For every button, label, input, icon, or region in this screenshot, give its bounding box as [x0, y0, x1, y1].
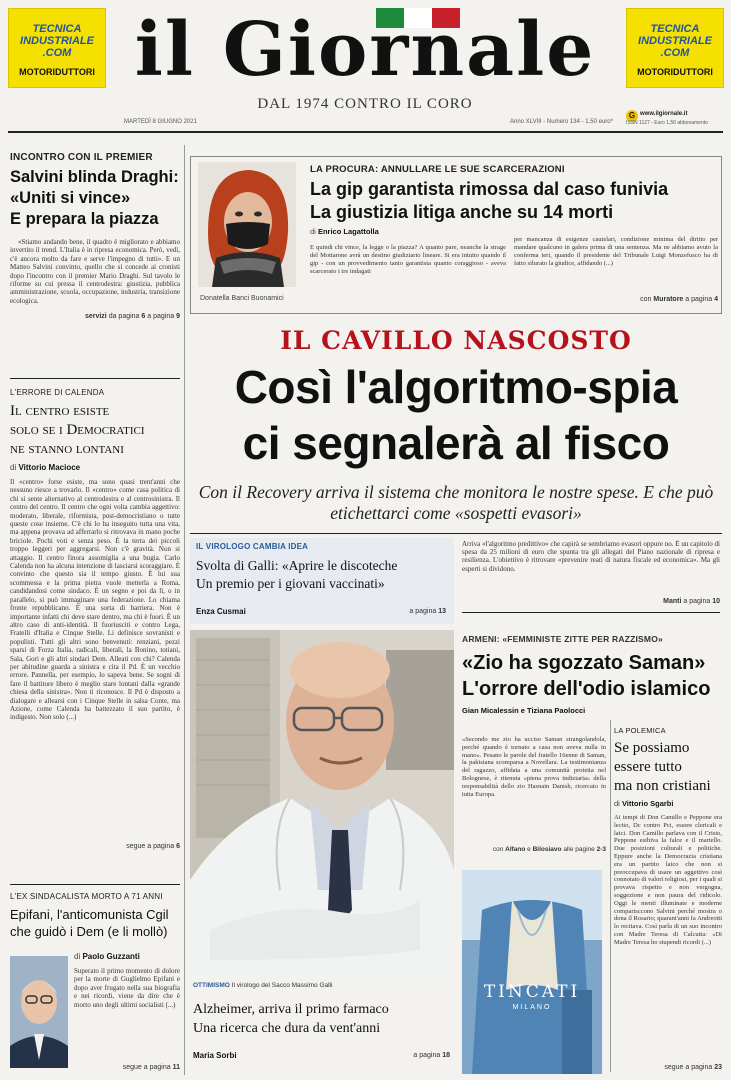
ref-part: segue a pagina: [126, 843, 175, 850]
author-prefix: di: [10, 463, 17, 472]
headline: Salvini blinda Draghi:: [10, 168, 179, 186]
kicker: L'EX SINDACALISTA MORTO A 71 ANNI: [10, 892, 163, 901]
issue-number: Anno XLVIII - Numero 134 - 1,50 euro*: [510, 119, 613, 125]
ref-part: da pagina: [108, 313, 140, 321]
ref-part: 13: [438, 608, 446, 615]
ad-line: MOTORIDUTTORI: [637, 67, 713, 77]
page-reference: [10, 1064, 180, 1071]
page-reference: [462, 846, 606, 853]
page-reference: [462, 598, 720, 605]
ref-part: 2-3: [596, 846, 606, 853]
column-divider: [184, 145, 185, 1075]
article-body: Ai tempi di Don Camillo e Peppone era lecito, Dc contro Pci, essere clericali e laici. Don Camillo parlava con il Cristo, Peppone esibiva la falce e il martello. Due posizioni culturali e politiche. Eppure anche la Democrazia cristiana era un partito laico che non si preoccupava di usare un aggettivo così connotato di valori religiosi, per i quali si provava rispetto e non vergogna, soggezione e non paura del ridicolo. Oggi le menti illuminate e moderne comparisccono Salvini perché mostra o dona il Rosario; quarant'anni fa Andreotti lo recitava. Così parla di un suo incontro con Madre Teresa di Calcutta: «Di Madre Teresa ho stupendi ricordi (...): [614, 814, 722, 946]
column-divider: [610, 720, 611, 1072]
ref-part: 23: [714, 1064, 722, 1071]
main-kicker: IL CAVILLO NASCOSTO: [280, 326, 632, 355]
ad-line: TECNICA: [650, 23, 700, 35]
section-divider: [10, 378, 180, 379]
ad-line: .COM: [42, 47, 72, 59]
caption-kicker: OTTIMISMO: [193, 982, 230, 989]
headline: Epifani, l'anticomunista Cgil: [10, 907, 169, 922]
ref-part: 18: [442, 1052, 450, 1059]
main-headline[interactable]: ci segnalerà al fisco: [242, 417, 670, 469]
ref-part: 6: [176, 843, 180, 850]
ref-part: servizi: [84, 313, 107, 321]
galli-photo: [190, 630, 454, 978]
ref-part: a pagina: [409, 608, 437, 615]
article-epifani-body: [74, 952, 180, 1049]
headline: Se possiamo: [614, 740, 690, 756]
author[interactable]: Maria Sorbi: [193, 1051, 237, 1060]
ref-part: Bilosiavo: [532, 846, 562, 853]
photo-caption: Donatella Banci Buonamici: [200, 295, 284, 302]
headline: Alzheimer, arriva il primo farmaco: [193, 1002, 389, 1017]
ref-part: segue a pagina: [122, 1064, 171, 1071]
masthead-divider: [8, 131, 723, 133]
ad-line: MOTORIDUTTORI: [19, 67, 95, 77]
page-reference: [10, 313, 180, 320]
ref-part: segue a pagina: [664, 1064, 713, 1071]
photo-caption: [193, 982, 332, 989]
ad-line: TECNICA: [32, 23, 82, 35]
article-errore-calenda[interactable]: [10, 388, 180, 850]
article-salvini[interactable]: [10, 152, 180, 320]
headline: Una ricerca che dura da vent'anni: [193, 1021, 381, 1036]
advert-right[interactable]: [626, 8, 724, 88]
headline: essere tutto: [614, 759, 682, 775]
article-epifani[interactable]: [10, 892, 180, 940]
author[interactable]: Enrico Lagattolla: [317, 227, 379, 236]
article-procura[interactable]: [310, 164, 718, 236]
issue-date: MARTEDÌ 8 GIUGNO 2021: [124, 119, 197, 125]
epifani-photo: [10, 956, 68, 1068]
author[interactable]: Vittorio Macioce: [18, 463, 81, 472]
kicker: ARMENI: «FEMMINISTE ZITTE PER RAZZISMO»: [462, 634, 663, 644]
ref-part: a pagina: [685, 296, 713, 303]
giornale-logo-icon: G: [626, 110, 638, 122]
brand-name: TINCATI: [483, 982, 581, 1002]
ref-part: a pagina: [683, 598, 711, 605]
main-headline[interactable]: Così l'algoritmo-spia: [234, 361, 678, 413]
page-reference: [360, 1052, 450, 1059]
article-body: E quindi chi vince, la legge o la piazza? A quanto pare, neanche la strage del Mottarone avrà un destino giudiziario lineare. Si era intuito quando il gip - con un provvedimento tanto garantista quanto coraggioso - aveva scarcerato i tre indagati: [310, 244, 506, 275]
ref-part: Manti: [663, 598, 682, 605]
article-virologo[interactable]: [190, 538, 454, 624]
kicker: INCONTRO CON IL PREMIER: [10, 152, 153, 163]
caption-text: Il virologo del Sacco Massimo Galli: [231, 982, 333, 989]
author[interactable]: Enza Cusmai: [196, 607, 246, 616]
ref-part: 4: [714, 296, 718, 303]
brand-city: MILANO: [512, 1004, 552, 1011]
ref-part: e: [527, 846, 531, 853]
ref-part: 10: [712, 598, 720, 605]
author-prefix: di: [74, 952, 81, 961]
kicker: LA PROCURA: ANNULLARE LE SUE SCARCERAZIONI: [310, 164, 565, 175]
headline: Il centro esiste: [10, 403, 110, 419]
advert-left[interactable]: [8, 8, 106, 88]
ad-line: INDUSTRIALE: [638, 35, 712, 47]
masthead-title: il Giornale: [134, 7, 596, 93]
author[interactable]: Vittorio Sgarbi: [621, 799, 674, 808]
headline: E prepara la piazza: [10, 210, 159, 228]
author-prefix: di: [310, 227, 316, 236]
ref-part: Alfano: [505, 846, 526, 853]
site-subline: ISSN 1127 - Euro 1,50 abbonamento: [626, 120, 708, 126]
kicker: L'ERRORE DI CALENDA: [10, 388, 105, 397]
headline: L'orrore dell'odio islamico: [462, 678, 711, 700]
kicker: IL VIROLOGO CAMBIA IDEA: [196, 542, 309, 551]
headline: La gip garantista rimossa dal caso funivia: [310, 179, 669, 199]
article-saman[interactable]: [462, 634, 722, 715]
headline: Svolta di Galli: «Aprire le discoteche: [196, 558, 398, 573]
author-prefix: di: [614, 799, 620, 808]
headline: «Zio ha sgozzato Saman»: [462, 652, 706, 674]
author[interactable]: Paolo Guzzanti: [82, 952, 140, 961]
article-polemica[interactable]: [614, 726, 722, 1064]
ref-part: Muratore: [653, 296, 684, 303]
masthead-tagline: DAL 1974 CONTRO IL CORO: [257, 96, 473, 112]
section-divider: [462, 612, 720, 613]
site-url[interactable]: www.ilgiornale.it: [640, 111, 688, 117]
article-body: «Secondo me zio ha ucciso Saman strangolandola, perché quando è tornato a casa non aveva nulla in mano». Pesano le parole del fratello 16enne di Saman, la pakistana scomparsa a Novellara. La testimonianza del ragazzo, affidata a una comunità protetta nel Bolognese, è ritenuta «piena prova indiziaria» della responsabilità dello zio Hasnain Danish, ricercato in tutta Europa.: [462, 736, 606, 798]
headline: solo se i Democratici: [10, 422, 145, 438]
ad-line: .COM: [660, 47, 690, 59]
ref-part: 11: [172, 1064, 180, 1071]
article-alzheimer-author: [193, 1051, 237, 1060]
ref-part: 6: [141, 313, 146, 321]
ad-line: INDUSTRIALE: [20, 35, 94, 47]
ref-part: a pagina: [413, 1052, 441, 1059]
headline: che guidò i Dem (e li mollò): [10, 924, 168, 939]
article-alzheimer[interactable]: [193, 1000, 451, 1038]
ref-part: 9: [176, 313, 180, 321]
article-body: Superato il primo momento di dolore per la morte di Guglielmo Epifani e dopo aver frugato nella sua biografia e nei ricordi, viene da dire che è morto uno degli ultimi socialisti (...): [74, 967, 180, 1009]
article-body: per mancanza di esigenze cautelari, condizione minima del diritto per mandare qualcuno in galera prima di una sentenza. Ma ne abbiamo avuto la conferma ieri, quando il presidente del Tribunale Luigi Monzefusco ha di fatto silurato la giudice, affidando (...): [514, 236, 718, 267]
page-reference: [514, 296, 718, 303]
headline: ne stanno lontani: [10, 441, 124, 457]
ref-part: a pagina: [147, 313, 175, 321]
headline: Un premio per i giovani vaccinati»: [196, 576, 385, 591]
ref-part: con: [640, 296, 652, 303]
headline: La giustizia litiga anche su 14 morti: [310, 202, 614, 222]
headline: «Uniti si vince»: [10, 189, 131, 207]
author[interactable]: Gian Micalessin e Tiziana Paolocci: [462, 706, 586, 715]
page-reference: [10, 843, 180, 850]
ref-part: con: [492, 846, 504, 853]
article-body: Il «centro» forse esiste, ma sono quasi trent'anni che nessuno riesce a trovarlo. Il «centro» come casa politica di chi si sente alternativo al centrodestra e al centrosinistra. Il centro del centro. Il centro che ogni volta cambia aggettivo: moderato, liberale, riformista, post-democristiano o tutte queste cose insieme. C'è chi lo ha inseguito tutta una vita, ma appena provava ad afferrarlo si ritrovava in mano poche briciole. Pochi voti e senza peso. È la terra dei piccoli troppo leggeri per aggregarsi. Non c'è gravità. Non si attaggio. Il centro finora assomiglia a una bugia. Carlo Calenda non ha alcuna intenzione di lasciarsi scoraggiare. È convinto che questo sia il tempo giusto. È lui sua scommessa e la prima pietra vuole metterla a Roma, candidandosi come sindaco. È un segno e poi da lì, o in parallelo, si può immaginare una federazione. Lo chiama fronte repubblicano. È una sorta di barriera. Non è importante infatti chi deve stare dentro, ma chi è fuori. È un altro caso di anti-identità. Il fuoriusciti e contro Lega, Fratelli d'Italia e Cinque Stelle. Li definisce sovranisti e populisti. Tutti gli altri sono benvenuti: renziani, pezzi sparsi di Forza Italia, radicali, liberali, la Bonino, totiani, Sala, Gori e gli altri sindaci Dem. Alleati con chi? Calenda per abitudine guarda a sinistra e cita il Pd. È un vecchio errore. Pannella, per esempio, lo sapeva bene. Se sogni di fare il battitore libero è meglio stare lontani dalla «grande chiesa della sinistra». Non ti riconosce. Il Pd è disposto a dialogare e allearsi con i Cinque Stelle in salsa Conte, ma Azione, come Calenda ha battezzato il suo partito, è indigesto. Non solo (...): [10, 478, 180, 722]
section-divider: [10, 884, 180, 885]
headline: ma non cristiani: [614, 778, 711, 794]
tincati-advert[interactable]: [462, 870, 602, 1074]
gip-photo: [198, 162, 296, 287]
kicker: LA POLEMICA: [614, 726, 666, 735]
section-divider: [190, 533, 722, 534]
article-body: «Stiamo andando bene, il quadro è migliorato e abbiamo invertito il trend. L'Italia è in ripresa economica. Però, vedi, c'è ancora molto da fare e serve l'impegno di tutti». E un Matteo Salvini convinto, quello che si concede ai cronisti dopo l'incontro con il premier Mario Draghi. Sul tavolo le riforme su cui pressa il centrodestra: giustizia, pubblica amministrazione, scuola, occupazione, industria, transizione ecologica.: [10, 238, 180, 305]
main-deck: Con il Recovery arriva il sistema che monitora le nostre spese. E che può etichettarci come «sospetti evasori»: [198, 482, 714, 523]
page-reference: [614, 1064, 722, 1071]
main-article-body: Arriva «l'algoritmo predittivo» che capirà se sembriamo evasori oppure no. È un capitolo di spesa da 25 milioni di euro che spunta tra gli allegati del Piano nazionale di ripresa e resilienza. L'obiettivo è ritrovare «prevenire reati di natura fiscale ed economica». Ma gli esperti si dividono.: [462, 540, 720, 573]
tincati-image: [462, 870, 602, 1074]
ref-part: alle pagine: [563, 846, 595, 853]
